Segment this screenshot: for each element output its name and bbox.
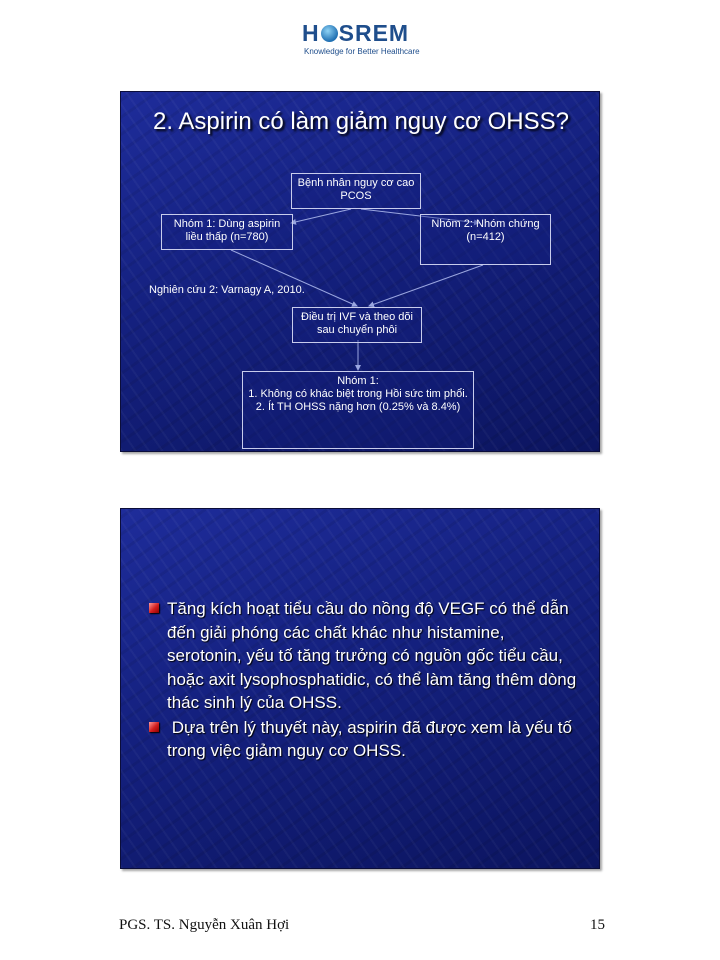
globe-icon	[321, 25, 338, 42]
result-heading: Nhóm 1:	[337, 375, 379, 387]
slide-title: 2. Aspirin có làm giảm nguy cơ OHSS?	[153, 108, 569, 135]
result-line-2: 2. Ít TH OHSS nặng hơn (0.25% và 8.4%)	[255, 401, 461, 413]
group2-box: Nhóm 2: Nhóm chứng (n=412)	[420, 214, 551, 265]
logo-wordmark: H SREM	[302, 20, 410, 46]
red-square-bullet-icon	[149, 722, 159, 732]
footer-author: PGS. TS. Nguyễn Xuân Hợi	[119, 917, 290, 933]
red-square-bullet-icon	[149, 603, 159, 613]
bullet-text: Dựa trên lý thuyết này, aspirin đã được xem là yếu tố trong việc giảm nguy cơ OHSS.	[167, 717, 577, 760]
slide-aspirin-ohss	[120, 91, 600, 452]
bullet-text: Tăng kích hoạt tiểu cầu do nồng độ VEGF có thể dẫn đến giải phóng các chất khác như histamine, serotonin, yếu tố tăng trưởng có nguồn gốc tiểu cầu, hoặc axit lysophosphatidic, có thể làm tăng thêm dòng thác sinh lý của OHSS.	[167, 599, 577, 712]
slide-aspirin-mechanism	[120, 508, 600, 869]
group1-box: Nhóm 1: Dùng aspirin liều thấp (n=780)	[161, 214, 293, 250]
page-number: 15	[590, 917, 605, 933]
logo-tagline: Knowledge for Better Healthcare	[304, 47, 420, 56]
patients-box: Bệnh nhân nguy cơ cao PCOS	[291, 173, 421, 209]
bullet-list	[149, 597, 579, 763]
arrow-patients-to-group1	[291, 209, 351, 223]
study-reference: Nghiên cứu 2: Varnagy A, 2010.	[149, 284, 305, 296]
result-line-1: 1. Không có khác biệt trong Hồi sức tim phổi.	[248, 388, 468, 400]
bullet-item	[149, 716, 579, 763]
treatment-box: Điều trị IVF và theo dõi sau chuyển phôi	[292, 307, 422, 343]
arrow-group2-to-treatment	[369, 265, 483, 306]
arrow-group1-to-treatment	[231, 250, 357, 306]
hosrem-logo	[296, 20, 426, 60]
bullet-item	[149, 597, 579, 715]
result-box	[242, 371, 474, 449]
